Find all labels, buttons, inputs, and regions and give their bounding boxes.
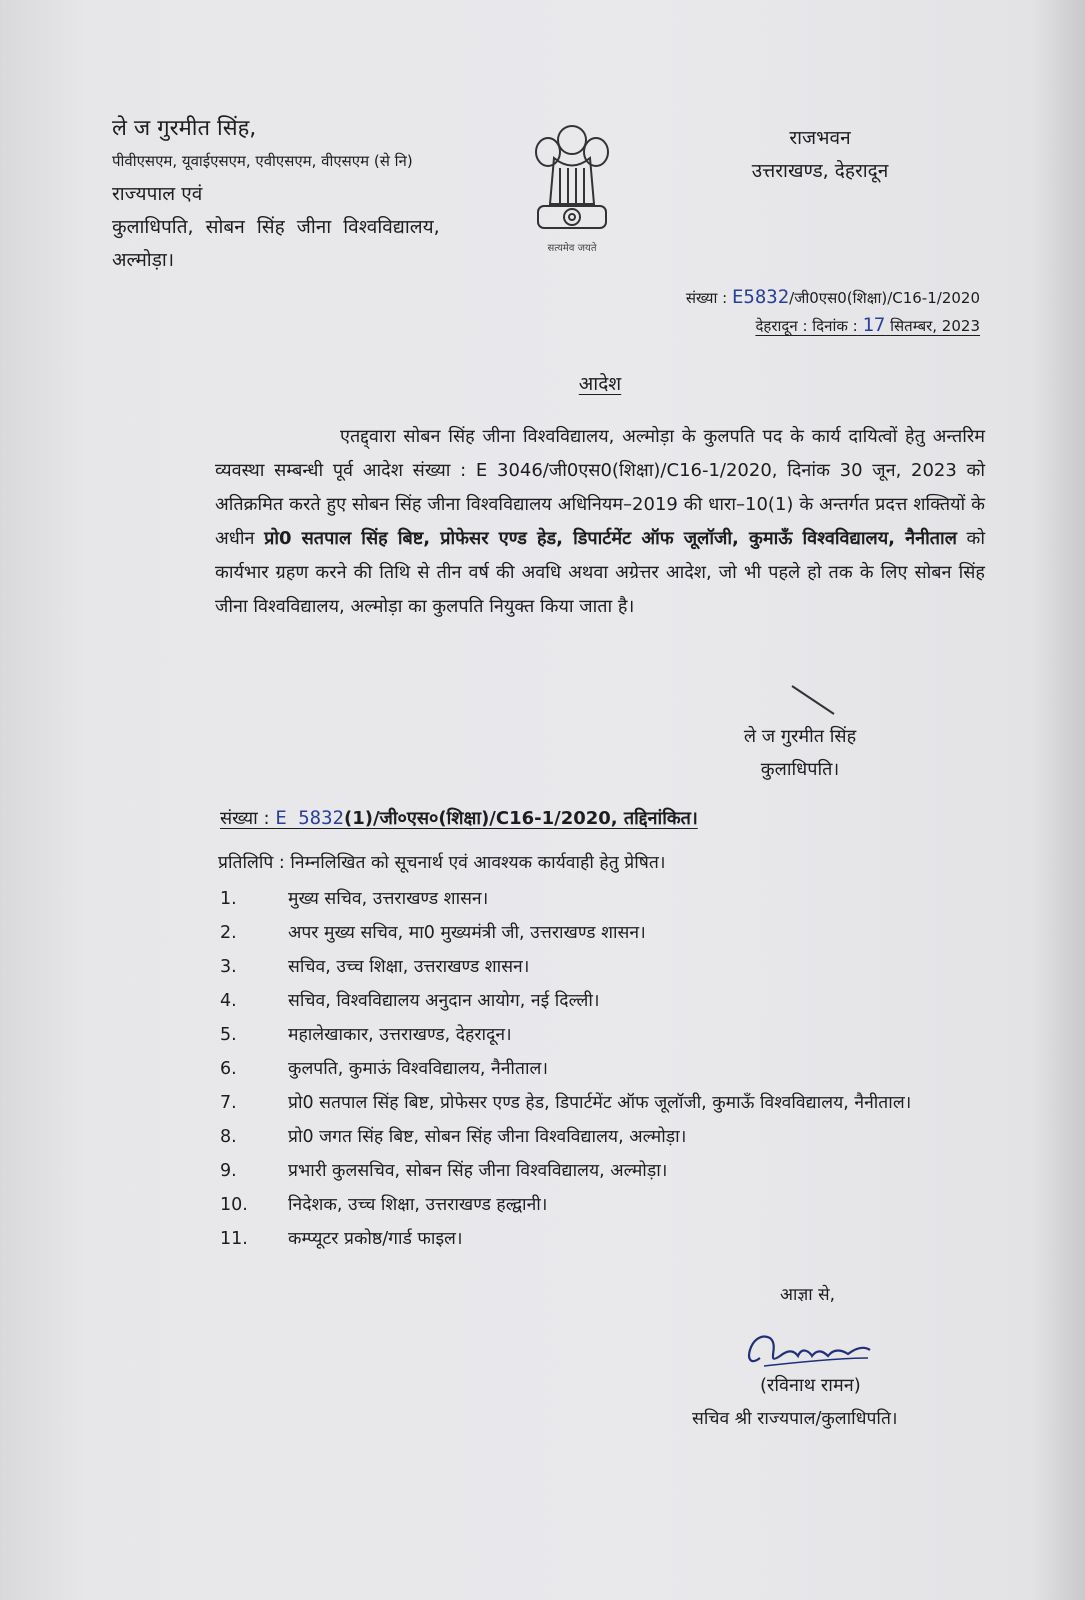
secretary-designation: सचिव श्री राज्यपाल/कुलाधिपति। [692,1409,898,1429]
handwritten-number: E5832 [731,286,790,308]
copy-ref-label: संख्या : [220,808,270,829]
office-line-2: उत्तराखण्ड, देहरादून [751,160,889,182]
national-emblem [522,118,622,254]
sender-honours: पीवीएसएम, यूवाईएसएम, एवीएसएम, वीएसएम (से नि) [112,152,413,170]
item-text: निदेशक, उच्च शिक्षा, उत्तराखण्ड हल्द्वानी। [288,1195,548,1215]
list-item [220,1188,1000,1222]
list-item [220,984,1000,1018]
recipient-list [220,882,1000,1256]
initial-mark-icon [788,684,838,718]
sender-post-2: कुलाधिपति, सोबन सिंह जीना विश्वविद्यालय, [112,216,440,238]
item-number: 7. [220,1093,237,1113]
list-item [220,1052,1000,1086]
sender-name: ले ज गुरमीत सिंह, [112,116,257,141]
date-label: देहरादून : दिनांक : [755,317,858,335]
handwritten-copy-number: E 5832 [275,807,344,829]
lion-capital-emblem-icon [524,118,620,236]
handwritten-day: 17 [862,314,886,336]
item-text: अपर मुख्य सचिव, मा0 मुख्यमंत्री जी, उत्तराखण्ड शासन। [288,923,646,943]
date-month-year: सितम्बर, 2023 [890,317,980,335]
item-text: प्रभारी कुलसचिव, सोबन सिंह जीना विश्वविद्यालय, अल्मोड़ा। [288,1161,668,1181]
item-text: कम्प्यूटर प्रकोष्ठ/गार्ड फाइल। [288,1229,463,1249]
item-number: 8. [220,1127,237,1147]
item-number: 2. [220,923,237,943]
office-line-1: राजभवन [789,127,851,149]
item-number: 10. [220,1195,248,1215]
sender-place: अल्मोड़ा। [112,249,175,271]
emblem-motto: सत्यमेव जयते [547,243,597,254]
item-text: सचिव, उच्च शिक्षा, उत्तराखण्ड शासन। [288,957,530,977]
item-number: 4. [220,991,237,1011]
reference-suffix: /जी0एस0(शिक्षा)/C16-1/2020 [789,289,980,307]
item-text: प्रो0 सतपाल सिंह बिष्ट, प्रोफेसर एण्ड हेड, डिपार्टमेंट ऑफ जूलॉजी, कुमाऊँ विश्वविद्यालय, नैनीताल। [288,1093,912,1113]
office-address [720,122,920,188]
list-item [220,882,1000,916]
handwritten-signature-icon [740,1318,880,1378]
sender-post: राज्यपाल एवं [112,183,203,205]
item-text: प्रो0 जगत सिंह बिष्ट, सोबन सिंह जीना विश्वविद्यालय, अल्मोड़ा। [288,1127,687,1147]
list-item [220,1086,1000,1120]
item-number: 5. [220,1025,237,1045]
item-number: 3. [220,957,237,977]
list-item [220,950,1000,984]
appointee: प्रो0 सतपाल सिंह बिष्ट, प्रोफेसर एण्ड हेड, डिपार्टमेंट ऑफ जूलॉजी, कुमाऊँ विश्वविद्यालय, नैनीताल [264,528,957,549]
item-number: 6. [220,1059,237,1079]
item-text: मुख्य सचिव, उत्तराखण्ड शासन। [288,889,489,909]
copy-reference [220,806,698,830]
sender-block [112,112,440,277]
order-text: एतद्द्वारा सोबन सिंह जीना विश्वविद्यालय, अल्मोड़ा के कुलपति पद के कार्य दायित्वों हेतु अन्तरिम व्यवस्था सम्बन्धी पूर्व आदेश संख्या : E 3046/जी0एस0(शिक्षा)/C16-1/2020, दिनांक 30 जून, 2023 को अतिक्रमित करते हुए सोबन सिंह जीना विश्वविद्यालय अधिनियम–2019 की धारा–10(1) के अन्तर्गत प्रदत्त शक्तियों के अधीन [215,426,985,549]
item-number: 11. [220,1229,248,1249]
item-number: 1. [220,889,237,909]
signatory-name: ले ज गुरमीत सिंह [743,726,857,747]
reference-number [686,286,980,308]
copy-ref-suffix: (1)/जी०एस०(शिक्षा)/C16-1/2020, तद्दिनांकित। [343,808,698,829]
secretary-name: (रविनाथ रामन) [760,1375,861,1396]
list-item [220,916,1000,950]
reference-label: संख्या : [685,289,728,307]
list-item [220,1154,1000,1188]
signatory-designation: कुलाधिपति। [760,759,840,780]
copy-intro: प्रतिलिपि : निम्नलिखित को सूचनार्थ एवं आवश्यक कार्यवाही हेतु प्रेषित। [218,853,666,873]
item-text: महालेखाकार, उत्तराखण्ड, देहरादून। [288,1025,512,1045]
item-text: सचिव, विश्वविद्यालय अनुदान आयोग, नई दिल्ली। [288,991,600,1011]
item-text: कुलपति, कुमाऊं विश्वविद्यालय, नैनीताल। [288,1059,548,1079]
by-order: आज्ञा से, [780,1285,835,1305]
list-item [220,1018,1000,1052]
list-item [220,1222,1000,1256]
signatory-block [700,720,900,786]
order-body [215,420,985,624]
reference-date [755,314,980,336]
order-text-2: को कार्यभार ग्रहण करने की तिथि से तीन वर्ष की अवधि अथवा अग्रेत्तर आदेश, जो भी पहले हो तक के लिए सोबन सिंह जीना विश्वविद्यालय, अल्मोड़ा का कुलपति नियुक्त किया जाता है। [215,528,985,617]
item-number: 9. [220,1161,237,1181]
list-item [220,1120,1000,1154]
order-title: आदेश [578,373,622,395]
